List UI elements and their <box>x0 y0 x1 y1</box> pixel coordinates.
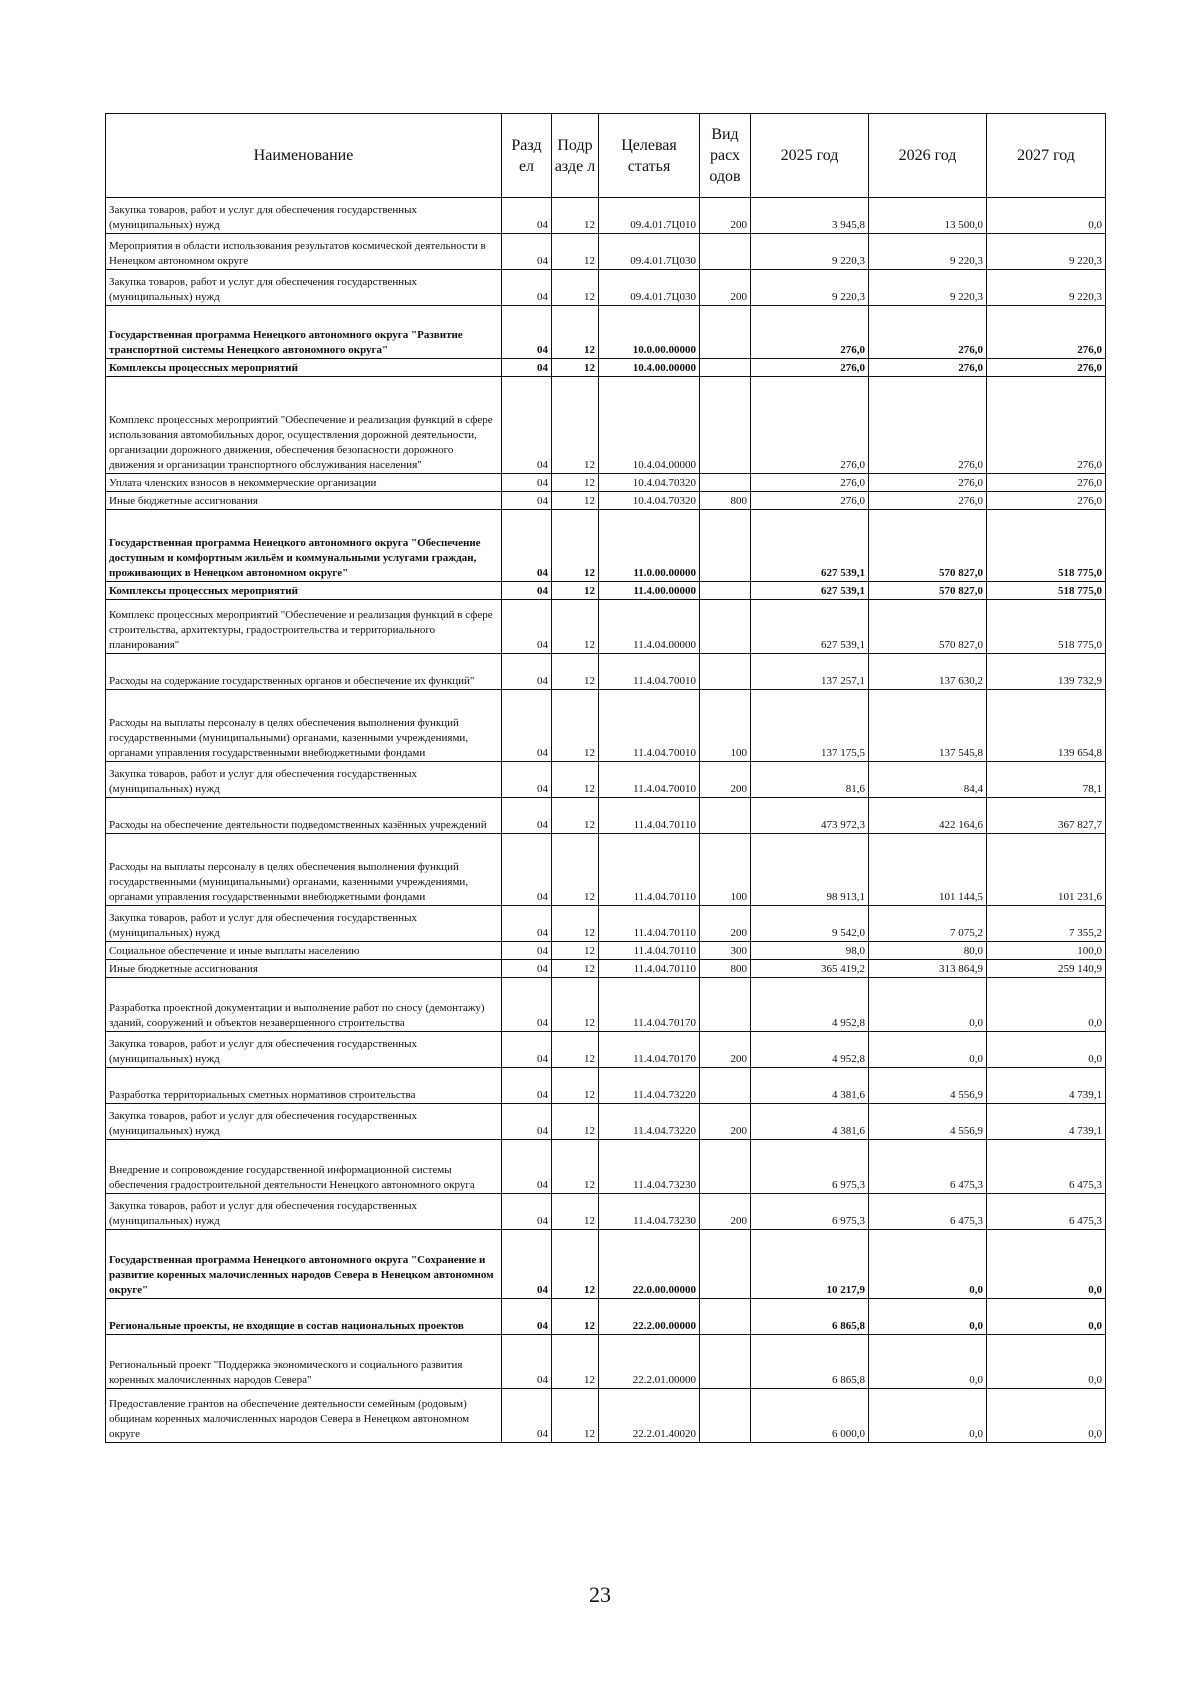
table-cell-razdel: 04 <box>502 834 552 906</box>
table-cell-2027: 6 475,3 <box>987 1140 1106 1194</box>
table-cell-2026: 0,0 <box>869 1335 987 1389</box>
table-cell-2025: 137 257,1 <box>751 654 869 690</box>
table-cell-podrazdel: 12 <box>552 978 599 1032</box>
table-cell-razdel: 04 <box>502 198 552 234</box>
table-row <box>106 306 1106 359</box>
table-cell-expense-type <box>700 377 751 474</box>
table-row <box>106 1335 1106 1389</box>
table-cell-2026: 0,0 <box>869 1299 987 1335</box>
table-cell-target-article: 10.4.04.70320 <box>599 492 700 510</box>
table-cell-2025: 4 381,6 <box>751 1068 869 1104</box>
table-cell-name: Региональный проект "Поддержка экономического и социального развития коренных малочисленных народов Севера" <box>106 1335 502 1389</box>
table-cell-2026: 13 500,0 <box>869 198 987 234</box>
table-cell-target-article: 10.4.04.00000 <box>599 377 700 474</box>
table-cell-2027: 276,0 <box>987 492 1106 510</box>
table-row <box>106 978 1106 1032</box>
table-row <box>106 492 1106 510</box>
table-cell-razdel: 04 <box>502 1140 552 1194</box>
table-cell-expense-type <box>700 1068 751 1104</box>
table-cell-name: Закупка товаров, работ и услуг для обеспечения государственных (муниципальных) нужд <box>106 198 502 234</box>
table-row <box>106 582 1106 600</box>
table-body <box>106 198 1106 1443</box>
table-cell-name: Расходы на выплаты персоналу в целях обеспечения выполнения функций государственными (муниципальными) органами, казенными учреждениями, органами управления государственными внебюджетными фондами <box>106 690 502 762</box>
table-row <box>106 377 1106 474</box>
table-cell-2025: 627 539,1 <box>751 600 869 654</box>
table-cell-podrazdel: 12 <box>552 492 599 510</box>
table-cell-target-article: 09.4.01.7Ц010 <box>599 198 700 234</box>
table-cell-2026: 84,4 <box>869 762 987 798</box>
table-cell-2026: 0,0 <box>869 1032 987 1068</box>
table-cell-name: Иные бюджетные ассигнования <box>106 960 502 978</box>
table-cell-2026: 276,0 <box>869 359 987 377</box>
table-cell-razdel: 04 <box>502 1032 552 1068</box>
table-cell-target-article: 11.4.04.70110 <box>599 942 700 960</box>
table-cell-expense-type <box>700 1389 751 1443</box>
table-cell-podrazdel: 12 <box>552 1230 599 1299</box>
table-cell-name: Мероприятия в области использования результатов космической деятельности в Ненецком автономном округе <box>106 234 502 270</box>
table-cell-target-article: 11.4.04.70110 <box>599 798 700 834</box>
table-cell-podrazdel: 12 <box>552 359 599 377</box>
table-cell-razdel: 04 <box>502 942 552 960</box>
table-cell-expense-type: 200 <box>700 1194 751 1230</box>
table-cell-2026: 101 144,5 <box>869 834 987 906</box>
table-cell-2026: 9 220,3 <box>869 270 987 306</box>
table-cell-2027: 100,0 <box>987 942 1106 960</box>
table-cell-2025: 276,0 <box>751 377 869 474</box>
table-cell-podrazdel: 12 <box>552 474 599 492</box>
table-cell-2025: 365 419,2 <box>751 960 869 978</box>
table-cell-podrazdel: 12 <box>552 1140 599 1194</box>
table-cell-razdel: 04 <box>502 1299 552 1335</box>
table-row <box>106 359 1106 377</box>
table-cell-name: Иные бюджетные ассигнования <box>106 492 502 510</box>
table-cell-podrazdel: 12 <box>552 960 599 978</box>
table-cell-2027: 0,0 <box>987 1299 1106 1335</box>
table-cell-2026: 0,0 <box>869 978 987 1032</box>
table-cell-2025: 627 539,1 <box>751 510 869 582</box>
table-cell-name: Разработка территориальных сметных нормативов строительства <box>106 1068 502 1104</box>
table-cell-target-article: 11.4.04.70010 <box>599 762 700 798</box>
table-cell-name: Закупка товаров, работ и услуг для обеспечения государственных (муниципальных) нужд <box>106 270 502 306</box>
header-name: Наименование <box>106 114 502 198</box>
table-cell-expense-type <box>700 600 751 654</box>
table-row <box>106 234 1106 270</box>
table-row <box>106 1230 1106 1299</box>
table-row <box>106 1140 1106 1194</box>
header-year-2025: 2025 год <box>751 114 869 198</box>
table-cell-2026: 137 545,8 <box>869 690 987 762</box>
table-row <box>106 270 1106 306</box>
table-cell-expense-type: 100 <box>700 834 751 906</box>
table-cell-2027: 6 475,3 <box>987 1194 1106 1230</box>
table-cell-2025: 4 952,8 <box>751 978 869 1032</box>
table-cell-razdel: 04 <box>502 1194 552 1230</box>
table-cell-2025: 3 945,8 <box>751 198 869 234</box>
table-cell-expense-type <box>700 798 751 834</box>
table-cell-2025: 6 865,8 <box>751 1299 869 1335</box>
table-cell-expense-type <box>700 1140 751 1194</box>
table-cell-name: Социальное обеспечение и иные выплаты населению <box>106 942 502 960</box>
table-cell-2026: 422 164,6 <box>869 798 987 834</box>
table-cell-2027: 7 355,2 <box>987 906 1106 942</box>
table-cell-razdel: 04 <box>502 359 552 377</box>
table-row <box>106 834 1106 906</box>
header-razdel: Разд ел <box>502 114 552 198</box>
table-cell-name: Комплексы процессных мероприятий <box>106 582 502 600</box>
table-cell-expense-type: 800 <box>700 492 751 510</box>
table-cell-2027: 0,0 <box>987 1335 1106 1389</box>
table-cell-2027: 518 775,0 <box>987 600 1106 654</box>
table-cell-2025: 9 220,3 <box>751 270 869 306</box>
table-cell-target-article: 09.4.01.7Ц030 <box>599 270 700 306</box>
table-cell-podrazdel: 12 <box>552 1068 599 1104</box>
table-cell-podrazdel: 12 <box>552 690 599 762</box>
table-cell-name: Предоставление грантов на обеспечение деятельности семейным (родовым) общинам коренных малочисленных народов Севера в Ненецком автономном округе <box>106 1389 502 1443</box>
table-cell-target-article: 11.4.04.73220 <box>599 1104 700 1140</box>
table-cell-name: Уплата членских взносов в некоммерческие организации <box>106 474 502 492</box>
table-row <box>106 1104 1106 1140</box>
table-cell-2025: 627 539,1 <box>751 582 869 600</box>
table-cell-podrazdel: 12 <box>552 600 599 654</box>
table-cell-2025: 6 000,0 <box>751 1389 869 1443</box>
table-cell-razdel: 04 <box>502 510 552 582</box>
table-cell-2026: 9 220,3 <box>869 234 987 270</box>
table-cell-2025: 10 217,9 <box>751 1230 869 1299</box>
table-cell-razdel: 04 <box>502 690 552 762</box>
table-cell-name: Расходы на обеспечение деятельности подведомственных казённых учреждений <box>106 798 502 834</box>
table-cell-expense-type: 200 <box>700 762 751 798</box>
table-cell-podrazdel: 12 <box>552 654 599 690</box>
table-cell-2025: 9 220,3 <box>751 234 869 270</box>
table-cell-2025: 276,0 <box>751 474 869 492</box>
table-cell-name: Закупка товаров, работ и услуг для обеспечения государственных (муниципальных) нужд <box>106 1194 502 1230</box>
table-cell-podrazdel: 12 <box>552 834 599 906</box>
table-cell-2025: 6 865,8 <box>751 1335 869 1389</box>
table-cell-2026: 570 827,0 <box>869 510 987 582</box>
table-row <box>106 762 1106 798</box>
table-cell-podrazdel: 12 <box>552 270 599 306</box>
table-cell-expense-type <box>700 582 751 600</box>
table-cell-name: Закупка товаров, работ и услуг для обеспечения государственных (муниципальных) нужд <box>106 906 502 942</box>
table-cell-podrazdel: 12 <box>552 582 599 600</box>
table-cell-target-article: 22.2.01.40020 <box>599 1389 700 1443</box>
header-podrazdel: Подр азде л <box>552 114 599 198</box>
table-cell-2025: 473 972,3 <box>751 798 869 834</box>
table-cell-2025: 98,0 <box>751 942 869 960</box>
page-number: 23 <box>589 1582 611 1607</box>
table-cell-razdel: 04 <box>502 1335 552 1389</box>
table-cell-expense-type <box>700 1230 751 1299</box>
table-cell-expense-type: 100 <box>700 690 751 762</box>
budget-table <box>105 113 1106 1443</box>
table-cell-razdel: 04 <box>502 960 552 978</box>
table-cell-podrazdel: 12 <box>552 1335 599 1389</box>
table-cell-expense-type: 200 <box>700 1032 751 1068</box>
table-row <box>106 1389 1106 1443</box>
table-cell-2026: 7 075,2 <box>869 906 987 942</box>
table-row <box>106 1299 1106 1335</box>
table-cell-target-article: 11.4.04.73230 <box>599 1194 700 1230</box>
table-cell-2026: 276,0 <box>869 474 987 492</box>
table-cell-expense-type <box>700 978 751 1032</box>
table-cell-2026: 6 475,3 <box>869 1140 987 1194</box>
table-cell-2027: 4 739,1 <box>987 1104 1106 1140</box>
table-cell-target-article: 11.4.04.70170 <box>599 978 700 1032</box>
table-cell-2026: 276,0 <box>869 377 987 474</box>
table-cell-2027: 78,1 <box>987 762 1106 798</box>
header-year-2026: 2026 год <box>869 114 987 198</box>
table-cell-name: Государственная программа Ненецкого автономного округа "Обеспечение доступным и комфортным жильём и коммунальными услугами граждан, проживающих в Ненецком автономном округе" <box>106 510 502 582</box>
table-cell-2027: 0,0 <box>987 978 1106 1032</box>
table-cell-name: Региональные проекты, не входящие в состав национальных проектов <box>106 1299 502 1335</box>
table-cell-expense-type: 200 <box>700 1104 751 1140</box>
table-cell-name: Закупка товаров, работ и услуг для обеспечения государственных (муниципальных) нужд <box>106 1104 502 1140</box>
table-cell-2026: 0,0 <box>869 1389 987 1443</box>
table-cell-target-article: 22.2.01.00000 <box>599 1335 700 1389</box>
table-cell-target-article: 11.4.04.70110 <box>599 960 700 978</box>
table-cell-expense-type <box>700 654 751 690</box>
table-row <box>106 942 1106 960</box>
table-cell-target-article: 11.4.04.73230 <box>599 1140 700 1194</box>
table-cell-expense-type <box>700 359 751 377</box>
table-row <box>106 474 1106 492</box>
table-cell-name: Закупка товаров, работ и услуг для обеспечения государственных (муниципальных) нужд <box>106 1032 502 1068</box>
table-cell-2027: 9 220,3 <box>987 270 1106 306</box>
table-cell-2025: 276,0 <box>751 359 869 377</box>
table-row <box>106 510 1106 582</box>
table-cell-2026: 313 864,9 <box>869 960 987 978</box>
table-cell-expense-type <box>700 1335 751 1389</box>
table-cell-razdel: 04 <box>502 270 552 306</box>
table-cell-2027: 0,0 <box>987 198 1106 234</box>
table-cell-2027: 276,0 <box>987 306 1106 359</box>
table-cell-expense-type: 200 <box>700 906 751 942</box>
table-header-row <box>106 114 1106 198</box>
table-cell-2026: 570 827,0 <box>869 582 987 600</box>
table-cell-2027: 0,0 <box>987 1032 1106 1068</box>
table-cell-podrazdel: 12 <box>552 1194 599 1230</box>
table-cell-podrazdel: 12 <box>552 377 599 474</box>
table-cell-razdel: 04 <box>502 906 552 942</box>
table-cell-podrazdel: 12 <box>552 510 599 582</box>
table-cell-2026: 4 556,9 <box>869 1068 987 1104</box>
table-cell-name: Государственная программа Ненецкого автономного округа "Сохранение и развитие коренных малочисленных народов Севера в Ненецком автономном округе" <box>106 1230 502 1299</box>
table-cell-target-article: 11.4.00.00000 <box>599 582 700 600</box>
table-cell-2027: 518 775,0 <box>987 510 1106 582</box>
table-cell-target-article: 11.4.04.73220 <box>599 1068 700 1104</box>
table-cell-name: Комплексы процессных мероприятий <box>106 359 502 377</box>
table-cell-2025: 137 175,5 <box>751 690 869 762</box>
table-cell-2025: 4 952,8 <box>751 1032 869 1068</box>
table-cell-expense-type <box>700 234 751 270</box>
table-cell-podrazdel: 12 <box>552 234 599 270</box>
table-cell-2027: 139 654,8 <box>987 690 1106 762</box>
table-cell-name: Закупка товаров, работ и услуг для обеспечения государственных (муниципальных) нужд <box>106 762 502 798</box>
table-cell-name: Комплекс процессных мероприятий "Обеспечение и реализация функций в сфере строительства, архитектуры, градостроительства и территориального планирования" <box>106 600 502 654</box>
table-cell-2025: 4 381,6 <box>751 1104 869 1140</box>
table-cell-target-article: 10.4.04.70320 <box>599 474 700 492</box>
table-cell-target-article: 22.2.00.00000 <box>599 1299 700 1335</box>
table-cell-target-article: 22.0.00.00000 <box>599 1230 700 1299</box>
table-cell-2026: 570 827,0 <box>869 600 987 654</box>
table-cell-target-article: 11.4.04.00000 <box>599 600 700 654</box>
table-cell-target-article: 11.4.04.70010 <box>599 690 700 762</box>
table-cell-2027: 0,0 <box>987 1230 1106 1299</box>
table-cell-podrazdel: 12 <box>552 942 599 960</box>
table-cell-target-article: 11.4.04.70110 <box>599 834 700 906</box>
table-cell-expense-type <box>700 1299 751 1335</box>
table-cell-razdel: 04 <box>502 1389 552 1443</box>
table-row <box>106 1068 1106 1104</box>
table-cell-razdel: 04 <box>502 474 552 492</box>
table-row <box>106 1032 1106 1068</box>
table-row <box>106 798 1106 834</box>
table-cell-expense-type: 200 <box>700 270 751 306</box>
table-cell-2025: 276,0 <box>751 306 869 359</box>
table-cell-2025: 81,6 <box>751 762 869 798</box>
table-cell-2026: 4 556,9 <box>869 1104 987 1140</box>
table-cell-name: Государственная программа Ненецкого автономного округа "Развитие транспортной системы Ненецкого автономного округа" <box>106 306 502 359</box>
table-cell-razdel: 04 <box>502 306 552 359</box>
table-cell-2026: 6 475,3 <box>869 1194 987 1230</box>
table-cell-target-article: 10.4.00.00000 <box>599 359 700 377</box>
table-cell-razdel: 04 <box>502 234 552 270</box>
table-cell-expense-type: 300 <box>700 942 751 960</box>
table-cell-razdel: 04 <box>502 798 552 834</box>
table-cell-razdel: 04 <box>502 377 552 474</box>
table-row <box>106 1194 1106 1230</box>
table-cell-razdel: 04 <box>502 762 552 798</box>
table-cell-target-article: 11.4.04.70170 <box>599 1032 700 1068</box>
table-cell-name: Разработка проектной документации и выполнение работ по сносу (демонтажу) зданий, сооружений и объектов незавершенного строительства <box>106 978 502 1032</box>
table-cell-podrazdel: 12 <box>552 906 599 942</box>
table-cell-name: Комплекс процессных мероприятий "Обеспечение и реализация функций в сфере использования автомобильных дорог, осуществления дорожной деятельности, организации дорожного движения, обеспечения безопасности дорожного движения и организации транспортного обслуживания населения" <box>106 377 502 474</box>
table-cell-podrazdel: 12 <box>552 1299 599 1335</box>
table-cell-name: Расходы на выплаты персоналу в целях обеспечения выполнения функций государственными (муниципальными) органами, казенными учреждениями, органами управления государственными внебюджетными фондами <box>106 834 502 906</box>
table-cell-2027: 101 231,6 <box>987 834 1106 906</box>
table-cell-2026: 80,0 <box>869 942 987 960</box>
table-cell-2025: 9 542,0 <box>751 906 869 942</box>
table-row <box>106 906 1106 942</box>
table-cell-target-article: 11.4.04.70110 <box>599 906 700 942</box>
table-row <box>106 690 1106 762</box>
table-cell-2027: 139 732,9 <box>987 654 1106 690</box>
table-cell-2027: 518 775,0 <box>987 582 1106 600</box>
table-cell-razdel: 04 <box>502 654 552 690</box>
table-cell-razdel: 04 <box>502 1230 552 1299</box>
table-cell-name: Внедрение и сопровождение государственной информационной системы обеспечения градостроительной деятельности Ненецкого автономного округа <box>106 1140 502 1194</box>
table-cell-razdel: 04 <box>502 978 552 1032</box>
table-cell-podrazdel: 12 <box>552 198 599 234</box>
table-cell-2025: 6 975,3 <box>751 1194 869 1230</box>
table-row <box>106 960 1106 978</box>
table-cell-target-article: 09.4.01.7Ц030 <box>599 234 700 270</box>
table-cell-expense-type <box>700 474 751 492</box>
table-cell-name: Расходы на содержание государственных органов и обеспечение их функций" <box>106 654 502 690</box>
table-cell-razdel: 04 <box>502 582 552 600</box>
table-cell-expense-type <box>700 306 751 359</box>
table-cell-2027: 259 140,9 <box>987 960 1106 978</box>
table-cell-expense-type: 200 <box>700 198 751 234</box>
table-row <box>106 600 1106 654</box>
table-row <box>106 198 1106 234</box>
table-cell-2027: 9 220,3 <box>987 234 1106 270</box>
table-cell-podrazdel: 12 <box>552 1032 599 1068</box>
header-target-article: Целевая статья <box>599 114 700 198</box>
table-cell-expense-type <box>700 510 751 582</box>
table-cell-razdel: 04 <box>502 1104 552 1140</box>
table-cell-razdel: 04 <box>502 492 552 510</box>
table-cell-razdel: 04 <box>502 600 552 654</box>
table-cell-2027: 276,0 <box>987 377 1106 474</box>
table-cell-target-article: 10.0.00.00000 <box>599 306 700 359</box>
table-cell-target-article: 11.4.04.70010 <box>599 654 700 690</box>
table-cell-2026: 276,0 <box>869 492 987 510</box>
table-cell-2025: 276,0 <box>751 492 869 510</box>
table-cell-podrazdel: 12 <box>552 1389 599 1443</box>
header-year-2027: 2027 год <box>987 114 1106 198</box>
table-cell-2026: 137 630,2 <box>869 654 987 690</box>
table-cell-2025: 98 913,1 <box>751 834 869 906</box>
table-cell-2026: 276,0 <box>869 306 987 359</box>
table-cell-2027: 367 827,7 <box>987 798 1106 834</box>
table-cell-podrazdel: 12 <box>552 798 599 834</box>
table-cell-podrazdel: 12 <box>552 306 599 359</box>
table-cell-podrazdel: 12 <box>552 762 599 798</box>
table-cell-2027: 276,0 <box>987 359 1106 377</box>
table-cell-2027: 0,0 <box>987 1389 1106 1443</box>
header-expense-type: Вид расх одов <box>700 114 751 198</box>
table-cell-expense-type: 800 <box>700 960 751 978</box>
table-cell-2026: 0,0 <box>869 1230 987 1299</box>
table-row <box>106 654 1106 690</box>
table-cell-2027: 4 739,1 <box>987 1068 1106 1104</box>
table-cell-2025: 6 975,3 <box>751 1140 869 1194</box>
table-cell-razdel: 04 <box>502 1068 552 1104</box>
table-cell-target-article: 11.0.00.00000 <box>599 510 700 582</box>
table-cell-podrazdel: 12 <box>552 1104 599 1140</box>
table-cell-2027: 276,0 <box>987 474 1106 492</box>
